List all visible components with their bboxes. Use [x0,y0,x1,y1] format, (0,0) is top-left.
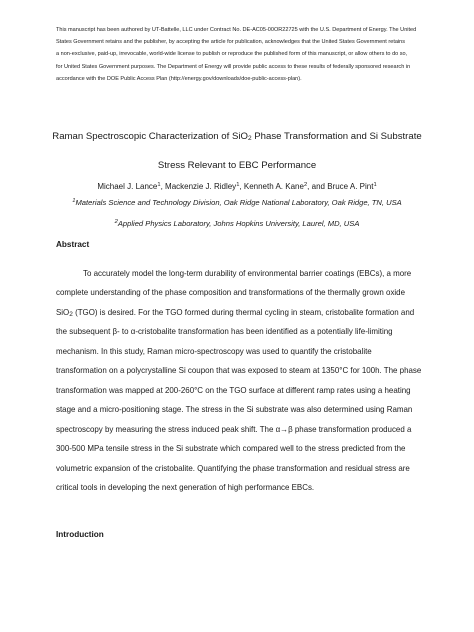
abstract-text: (TGO) is desired. For the TGO formed during thermal cycling in steam, cristobalite formation and [72,307,415,317]
abstract-line: critical tools in developing the next generation of high performance EBCs. [56,482,315,492]
abstract-line [56,303,422,322]
affiliation-2 [20,218,454,230]
abstract-line: To accurately model the long-term durability of environmental barrier coatings (EBCs), a more [83,269,412,278]
affiliation-text: Applied Physics Laboratory, Johns Hopkins University, Laurel, MD, USA [117,219,360,228]
abstract-subscript: 2 [69,310,73,318]
affiliation-mark: 1 [72,198,76,204]
author-name: Michael J. Lance [97,182,158,191]
abstract-body [56,264,422,497]
title-subscript: 2 [247,135,252,142]
notice-line: accordance with the DOE Public Access Plan (http://energy.gov/downloads/doe-public-access-plan). [56,75,302,82]
notice-line: States Government retains and the publisher, by accepting the article for publication, acknowledges that the United States Government retains [56,39,406,46]
abstract-line: spectroscopy by measuring the stress induced peak shift. The α→β phase transformation produced a [56,424,412,434]
author-name: Bruce A. Pint [327,182,374,191]
copyright-notice [56,24,424,85]
abstract-heading: Abstract [56,240,90,249]
abstract-line: mechanism. In this study, Raman micro-spectroscopy was used to quantify the cristobalite [56,346,372,356]
author-affiliation-mark: 1 [373,182,377,188]
abstract-line: transformation was mapped at 200-260°C on the TGO surface at different ramp rates using a heating [56,385,411,395]
abstract-line: volumetric expansion of the cristobalite. Quantifying the phase transformation and residual stress are [56,463,410,473]
author-list [20,181,454,193]
affiliation-1 [20,197,454,209]
abstract-line: 300-500 MPa tensile stress in the Si substrate which compared well to the stress predicted from the [56,444,406,454]
introduction-heading: Introduction [56,530,104,539]
author-name: Kenneth A. Kane [243,182,304,191]
abstract-line: stage and a micro-positioning stage. The stress in the Si substrate was also determined using Raman [56,405,413,415]
title-text: Phase Transformation and Si Substrate [251,131,422,142]
author-separator: , [239,182,244,191]
notice-line: for United States Government purposes. The Department of Energy will provide public access to these results of federally sponsored research in [56,63,411,70]
abstract-line: transformation on a polycrystalline Si coupon that was exposed to steam at 1350°C for 100h. The phase [56,366,422,376]
abstract-line: complete understanding of the phase composition and transformations of the thermally grown oxide [56,288,406,298]
notice-line: a non-exclusive, paid-up, irrevocable, world-wide license to publish or reproduce the published form of this manuscript, or allow others to do so, [56,51,408,58]
affiliation-mark: 2 [114,219,118,225]
author-affiliation-mark: 1 [236,182,240,188]
author-name: Mackenzie J. Ridley [165,182,237,191]
title-line-1 [20,122,454,151]
notice-line: This manuscript has been authored by UT-Battelle, LLC under Contract No. DE-AC05-00OR22725 with the U.S. Department of Energy. The United [56,27,417,33]
author-separator: , and [307,182,328,191]
title-line-2: Stress Relevant to EBC Performance [157,160,317,171]
affiliation-text: Materials Science and Technology Division, Oak Ridge National Laboratory, Oak Ridge, TN, USA [75,198,402,207]
abstract-line: the subsequent β- to α-cristobalite transformation has been identified as a potentially life-limiting [56,327,393,337]
author-affiliation-mark: 2 [303,182,308,188]
author-separator: , [160,182,166,191]
author-affiliation-mark: 1 [157,182,161,188]
title-text: Raman Spectroscopic Characterization of SiO [52,131,248,142]
paper-title [20,122,454,180]
abstract-text: SiO [56,307,70,317]
